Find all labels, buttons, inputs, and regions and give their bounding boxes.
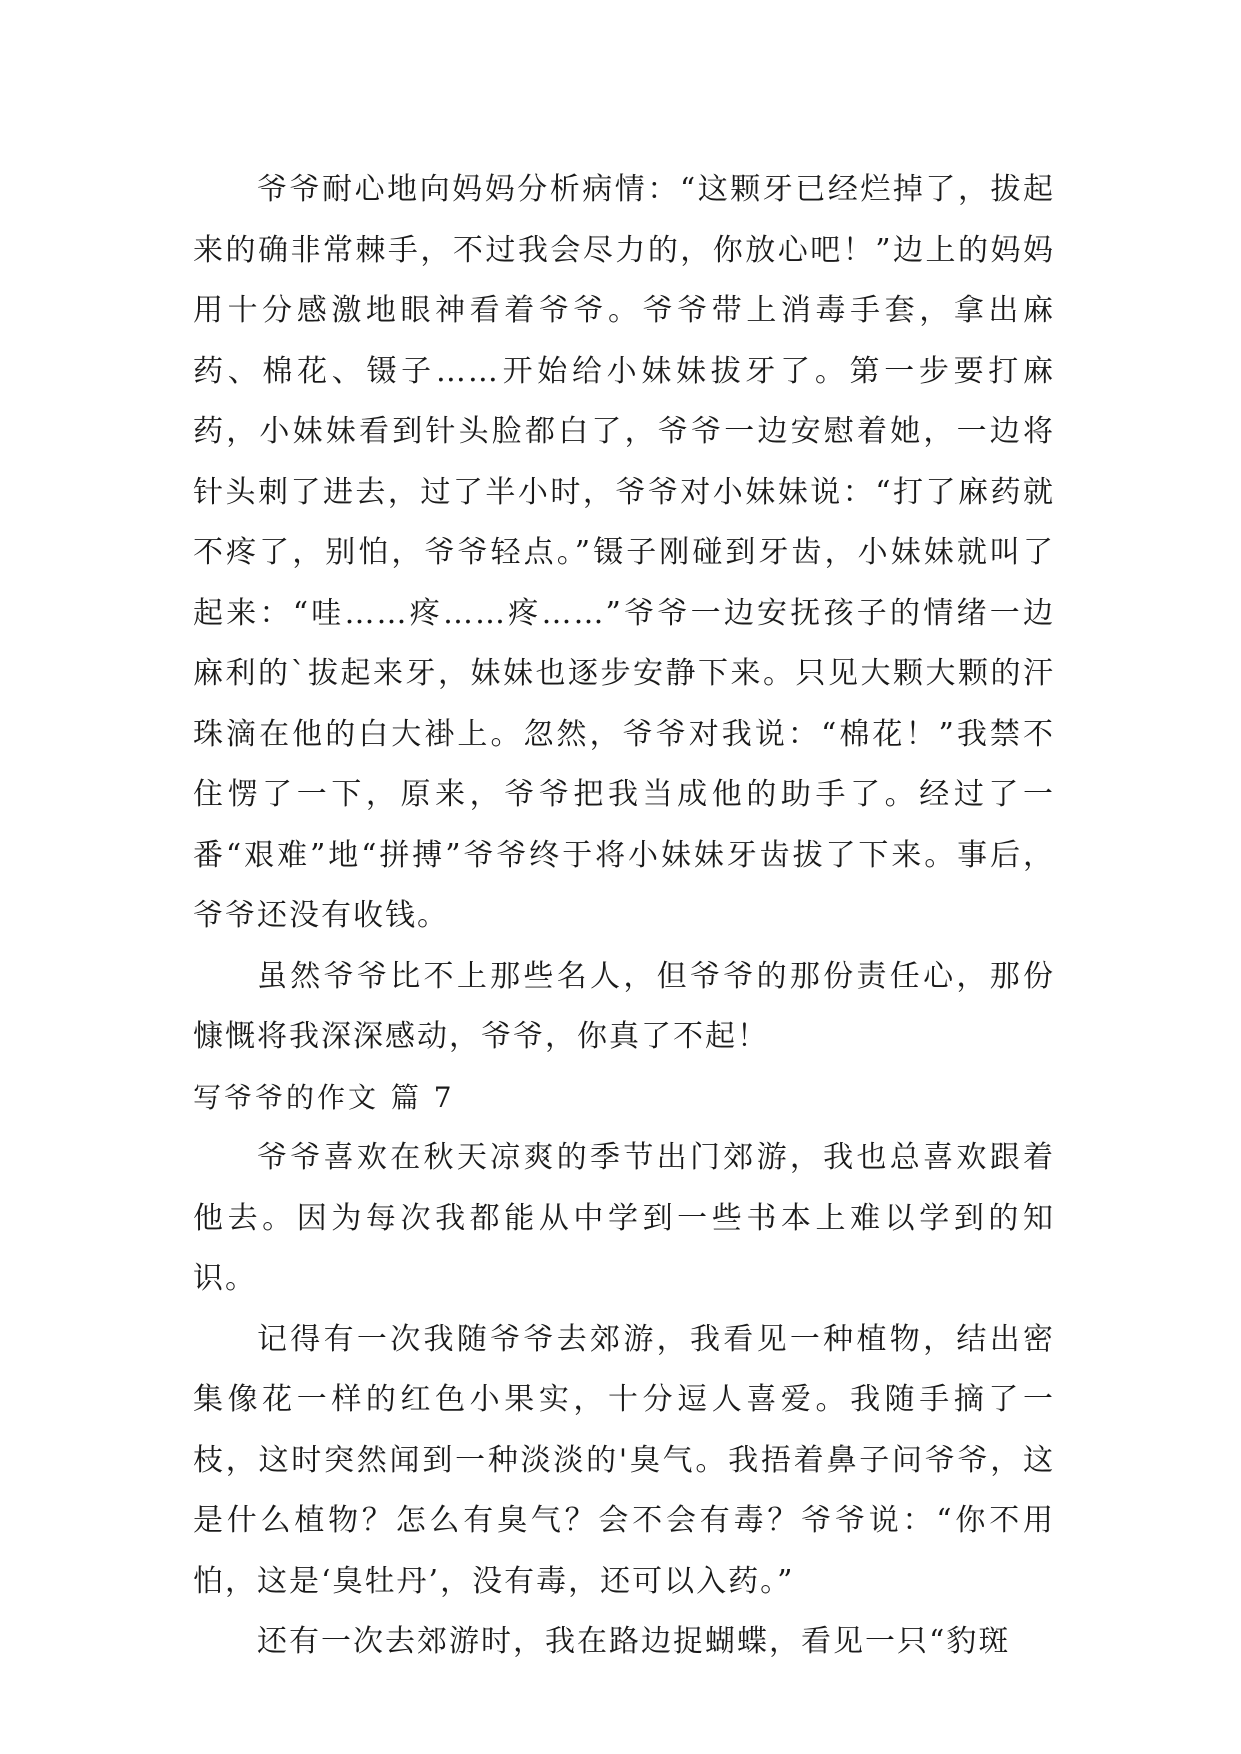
paragraph: 还有一次去郊游时，我在路边捉蝴蝶，看见一只“豹斑: [257, 1624, 1011, 1659]
section-heading: 写爷爷的作文 篇 7: [193, 1080, 455, 1114]
document-body: [193, 160, 1055, 1673]
paragraph: 爷爷耐心地向妈妈分析病情：“这颗牙已经烂掉了，拔起来的确非常棘手，不过我会尽力的，你放心吧！”边上的妈妈用十分感激地眼神看着爷爷。爷爷带上消毒手套，拿出麻药、棉花、镊子……开始给小妹妹拔牙了。第一步要打麻药，小妹妹看到针头脸都白了，爷爷一边安慰着她，一边将针头刺了进去，过了半小时，爷爷对小妹妹说：“打了麻药就不疼了，别怕，爷爷轻点。”镊子刚碰到牙齿，小妹妹就叫了起来：“哇……疼……疼……”爷爷一边安抚孩子的情绪一边麻利的`拔起来牙，妹妹也逐步安静下来。只见大颗大颗的汗珠滴在他的白大褂上。忽然，爷爷对我说：“棉花！”我禁不住愣了一下，原来，爷爷把我当成他的助手了。经过了一番“艰难”地“拼搏”爷爷终于将小妹妹牙齿拔了下来。事后，爷爷还没有收钱。: [193, 172, 1055, 933]
paragraph: 爷爷喜欢在秋天凉爽的季节出门郊游，我也总喜欢跟着他去。因为每次我都能从中学到一些书本上难以学到的知识。: [193, 1140, 1055, 1296]
paragraph: 虽然爷爷比不上那些名人，但爷爷的那份责任心，那份慷慨将我深深感动，爷爷，你真了不起！: [193, 958, 1055, 1054]
paragraph: 记得有一次我随爷爷去郊游，我看见一种植物，结出密集像花一样的红色小果实，十分逗人喜爱。我随手摘了一枝，这时突然闻到一种淡淡的'臭气。我捂着鼻子问爷爷，这是什么植物？怎么有臭气？会不会有毒？爷爷说：“你不用怕，这是‘臭牡丹’，没有毒，还可以入药。”: [193, 1321, 1055, 1599]
